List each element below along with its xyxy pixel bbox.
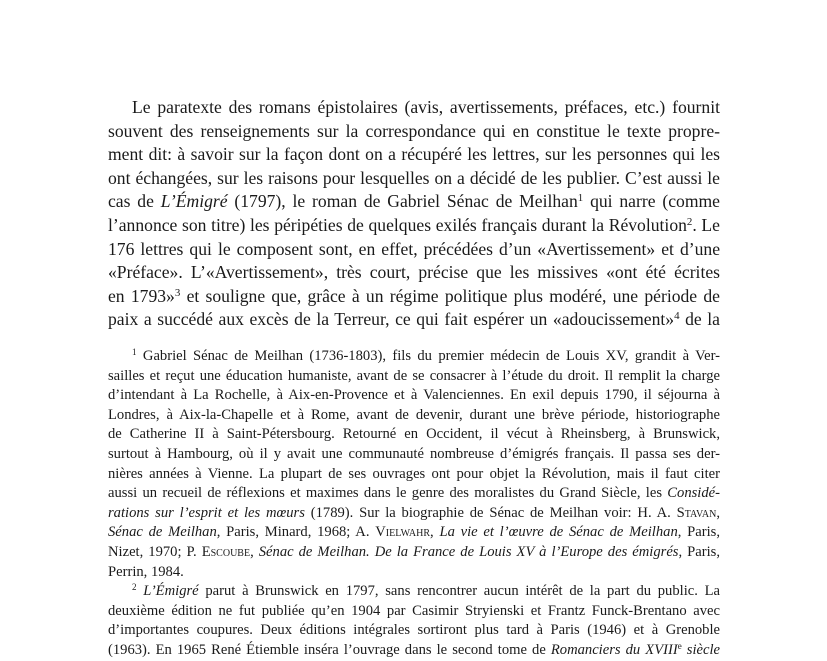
paragraph-line: souvent des renseignements sur la correspondance qui en constitue le texte propre- [108,120,720,141]
italic-text: Romanciers du XVIII [550,641,678,658]
footnote-marker: 1 [132,347,137,358]
italic-text: rations sur l’esprit et les mœurs [108,504,305,521]
footnote-line: $^2$ L’Émigré parut à Brunswick en 1797, sans rencontrer aucun intérêt de la part du public. La [132,582,720,600]
footnote-line: Nizet, 1970; P. Escoube, Sénac de Meilhan. De la France de Louis XV à l’Europe des émigrés, Paris, [108,543,720,560]
author-name: Stavan [676,504,717,521]
footnotes [108,347,720,661]
italic-text: L’Émigré [143,583,199,600]
footnote-line: $^1$ Gabriel Sénac de Meilhan (1736-1803), fils du premier médecin de Louis XV, grandit à Ver- [132,347,720,364]
footnote-line: de Catherine II à Saint-Pétersbourg. Retourné en Occident, il vécut à Rheinsberg, à Brunswick, [108,426,720,443]
italic-text: Sénac de Meilhan. De la France de Louis XV à l’Europe des émigrés [258,543,679,560]
paragraph-line: l’annonce son titre) les péripéties de quelques exilés français durant la Révolution$^2$. Le [108,214,720,235]
footnote-line: (1963). En 1965 René Étiemble inséra l’ouvrage dans le second tome de Romanciers du XVIIIe siècle [108,640,720,658]
footnote-marker: 4 [674,310,680,323]
footnote-line: d’intendant à La Rochelle, à Aix-en-Provence et à Valenciennes. En exil depuis 1790, il séjourna à [108,387,720,404]
author-name: Escoube [201,543,251,560]
footnote-line: Londres, à Aix-la-Chapelle et à Rome, avant de devenir, durant une brève période, historiographe [108,406,720,423]
italic-text: Sénac de Meilhan [108,524,217,541]
footnote-marker: 1 [577,192,584,205]
author-name: Vielwahr [375,524,431,541]
paragraph-line: cas de L’Émigré (1797), le roman de Gabriel Sénac de Meilhan$^1$ qui narre (comme [108,191,720,212]
footnote-line: sailles et reçut une éducation humaniste, avant de se consacrer à l’étude du droit. Il remplit la charge [108,367,720,384]
paragraph-line: en 1793»$^3$ et souligne que, grâce à un régime politique plus modéré, une période de [108,285,720,306]
footnote-marker: e [677,640,682,651]
footnote-line: deuxième édition ne fut publiée qu’en 1904 par Casimir Stryienski et Frantz Funck-Brentano avec [108,602,720,619]
footnote-line: aussi un recueil de réflexions et maximes dans le genre des moralistes du Grand Siècle, les Considé- [108,485,720,502]
footnote-marker: 2 [686,215,693,228]
footnote-marker: 3 [174,286,181,299]
paragraph-line: 176 lettres qui le composent sont, en effet, précédées d’un «Avertissement» et d’une [108,238,720,259]
footnote-line: d’importantes coupures. Deux éditions intégrales sortiront plus tard à Paris (1946) et à Grenoble [108,622,720,639]
footnote-line: rations sur l’esprit et les mœurs (1789). Sur la biographie de Sénac de Meilhan voir: H. A. Stavan, [108,504,720,521]
italic-text: L’Émigré [160,191,228,212]
paragraph-line: Le paratexte des romans épistolaires (avis, avertissements, préfaces, etc.) fournit [132,97,720,117]
footnote-marker: 2 [132,582,137,593]
italic-text: La vie et l’œuvre de Sénac de Meilhan [439,524,678,541]
footnote-line: Sénac de Meilhan, Paris, Minard, 1968; A. Vielwahr, La vie et l’œuvre de Sénac de Meilhan, Paris, [108,524,720,541]
footnote-line: nières années à Vienne. La plupart de ses ouvrages ont pour objet la Révolution, mais il faut citer [108,465,720,482]
italic-text: Considé- [667,485,720,502]
paragraph-line: paix a succédé aux excès de la Terreur, ce qui fait espérer un «adoucissement»$^4$ de la [108,309,720,330]
main-text [108,96,720,332]
paragraph-line: ont échangées, sur les raisons pour lesquelles on a décidé de les publier. C’est aussi le [108,167,720,188]
paragraph-line: «Préface». L’«Avertissement», très court, précise que les missives «ont été écrites [108,262,720,283]
footnote-line: surtout à Hambourg, où il y avait une communauté nombreuse d’émigrés français. Il passa ses der- [108,445,720,462]
footnote-line: Perrin, 1984. [108,563,184,580]
italic-text: siècle [681,641,720,658]
paragraph-line: ment dit: à savoir sur la façon dont on a récupéré les lettres, sur les personnes qui les [108,144,720,165]
